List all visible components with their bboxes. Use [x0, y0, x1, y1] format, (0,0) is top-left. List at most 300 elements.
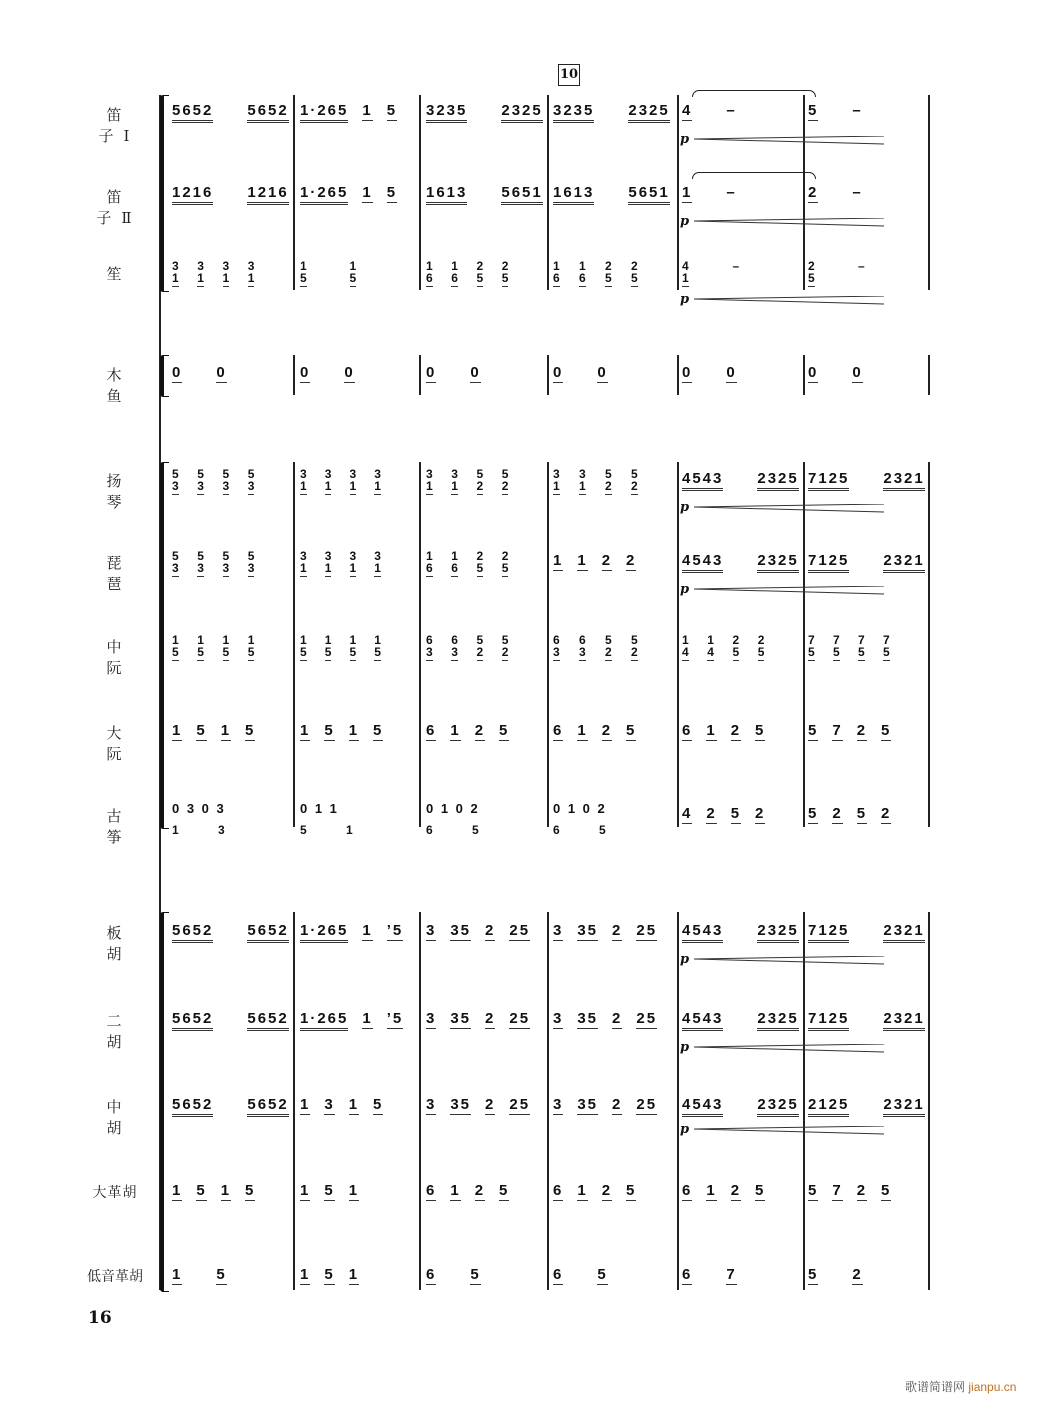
note: 5 [755, 1182, 766, 1199]
dynamic-piano: p [680, 132, 690, 147]
note: 2 [485, 922, 496, 939]
note: 5 [808, 1266, 819, 1283]
note: 4 [682, 805, 693, 822]
note-group [682, 805, 779, 822]
note: 5 [386, 184, 398, 201]
note: – [726, 184, 737, 201]
note-group [300, 1010, 417, 1027]
label-dagehu: 大革胡 [92, 1185, 138, 1201]
note: 25 [636, 1010, 658, 1027]
note: 25 [636, 922, 658, 939]
label-guzheng: 古 筝 [106, 807, 132, 846]
chord: 5 2 [631, 467, 638, 493]
note: 1 [300, 1096, 311, 1113]
note: 4543 [682, 1096, 723, 1117]
dynamic-piano: p [680, 1040, 690, 1055]
note: 25 [509, 922, 531, 939]
note-group [808, 722, 905, 739]
note: 7 [832, 722, 843, 739]
barline [419, 462, 421, 827]
chord: 1 6 [451, 259, 458, 285]
note: 35 [577, 1096, 599, 1113]
note-group [300, 1182, 373, 1199]
note: 1 [220, 1182, 232, 1199]
note: 1 [577, 1182, 588, 1199]
note-group [553, 922, 671, 939]
tie [692, 172, 816, 179]
chord: 3 1 [247, 259, 255, 285]
chord: 2 5 [605, 259, 612, 285]
note: 0 [470, 364, 481, 381]
barline [803, 355, 805, 395]
note: 1 [362, 922, 373, 939]
note-group [426, 364, 515, 381]
note: 2 [808, 184, 819, 201]
chord: 5 3 [172, 467, 179, 493]
note: 5 [216, 1266, 227, 1283]
label-diyingehu: 低音革胡 [87, 1269, 143, 1285]
dynamic-piano: p [680, 952, 690, 967]
note-group [808, 102, 897, 119]
note-group [682, 1182, 779, 1199]
chord: 1 6 [451, 549, 458, 575]
note-group [808, 922, 959, 939]
note: 2 [612, 1010, 623, 1027]
chord: 5 2 [501, 633, 509, 659]
tie [692, 90, 816, 97]
note: 3235 [553, 102, 594, 123]
rehearsal-mark: 10 [558, 64, 580, 86]
chord: – [732, 259, 740, 273]
note: 7 [832, 1182, 843, 1199]
barline [803, 95, 805, 290]
chord: 1 5 [172, 633, 179, 659]
note: 6 [553, 722, 564, 739]
barline [419, 355, 421, 395]
note: 2325 [628, 102, 669, 123]
note: 35 [450, 922, 472, 939]
note: 5 [755, 722, 766, 739]
note-group-lower: 5 1 [300, 823, 355, 837]
chord: 3 1 [374, 467, 381, 493]
note: 5652 [247, 1096, 288, 1117]
note-group [426, 1266, 515, 1283]
note: 3 [553, 1010, 564, 1027]
note-group [172, 1182, 269, 1199]
note: 5 [626, 722, 637, 739]
barline [803, 462, 805, 827]
barline [419, 95, 421, 290]
note: 1·265 [300, 1010, 348, 1031]
note-group [300, 722, 397, 739]
note: 5 [597, 1266, 608, 1283]
note: 0 [597, 364, 608, 381]
note: 0 [344, 364, 355, 381]
note: 0 [852, 364, 863, 381]
note-group [682, 102, 771, 119]
note-group [426, 922, 544, 939]
note: 1 [706, 722, 717, 739]
note-group [300, 184, 411, 201]
note-group [426, 1182, 523, 1199]
note: – [852, 102, 863, 119]
note: 7 [726, 1266, 737, 1283]
label-muyu: 木 鱼 [106, 366, 132, 405]
note: – [726, 102, 737, 119]
note: 2 [612, 922, 623, 939]
note-group [300, 102, 411, 119]
note: 35 [450, 1096, 472, 1113]
note: 3 [553, 922, 564, 939]
note: 35 [577, 1010, 599, 1027]
note-group [300, 1266, 373, 1283]
note: 5652 [247, 102, 288, 123]
barline [419, 912, 421, 1290]
barline [547, 462, 549, 827]
note: 2 [832, 805, 843, 822]
chord: 7 5 [883, 633, 890, 659]
chord: 1 5 [349, 259, 357, 285]
note: 1·265 [300, 922, 348, 943]
note-group [172, 1266, 261, 1283]
note: 4543 [682, 470, 723, 491]
note: 1 [300, 1182, 311, 1199]
note: 1 [362, 1010, 373, 1027]
note: 5 [808, 1182, 819, 1199]
chord: 3 1 [451, 467, 458, 493]
chord: 3 1 [172, 259, 179, 285]
barline [547, 355, 549, 395]
note: 3235 [426, 102, 467, 123]
barline [547, 912, 549, 1290]
watermark-site: jianpu.cn [968, 1380, 1017, 1394]
note: 1 [172, 1182, 183, 1199]
note: 5 [196, 722, 207, 739]
note: 1·265 [300, 184, 348, 205]
label-pipa: 琵 琶 [106, 554, 132, 593]
note: 5 [856, 805, 868, 822]
note: 6 [682, 722, 693, 739]
note: 1 [577, 552, 588, 569]
note: 2321 [883, 922, 924, 943]
note-group-lower: 6 5 [426, 823, 481, 837]
note: 5652 [172, 1010, 213, 1031]
watermark [905, 1378, 1016, 1395]
note: 3 [324, 1096, 335, 1113]
note: – [852, 184, 863, 201]
chord: 5 2 [501, 467, 509, 493]
note-group [553, 1182, 650, 1199]
note: ’5 [386, 1010, 404, 1027]
label-sheng: 笙 [106, 265, 132, 283]
note: 5 [324, 722, 335, 739]
chord: 2 5 [808, 259, 815, 285]
note: 5 [324, 1266, 335, 1283]
note-group [808, 364, 897, 381]
note-group [426, 722, 523, 739]
note: 2 [485, 1010, 496, 1027]
note: 1 [553, 552, 564, 569]
note-group [553, 1266, 642, 1283]
decrescendo-hairpin [694, 1044, 884, 1054]
note: 4543 [682, 1010, 723, 1031]
note: 1216 [247, 184, 288, 205]
chord: 3 1 [197, 259, 204, 285]
note-group [300, 1096, 397, 1113]
note-group [808, 1182, 905, 1199]
note: 2325 [501, 102, 542, 123]
chord: 3 1 [374, 549, 381, 575]
note: 5 [386, 102, 398, 119]
note: 2 [474, 722, 486, 739]
chord: 5 2 [631, 633, 638, 659]
note-group: 0 1 0 2 [426, 801, 480, 816]
note: 5 [499, 1182, 510, 1199]
chord: 1 5 [247, 633, 255, 659]
chord: 5 3 [222, 549, 230, 575]
note-group [682, 364, 771, 381]
chord: 5 3 [247, 549, 255, 575]
note: 6 [682, 1266, 693, 1283]
note: 3 [426, 1096, 437, 1113]
barline [677, 912, 679, 1290]
note: 0 [682, 364, 693, 381]
note: 5652 [247, 922, 288, 943]
note-group [682, 1266, 771, 1283]
note: 2321 [883, 1096, 924, 1117]
note: 1613 [553, 184, 594, 205]
chord: 1 6 [426, 549, 433, 575]
bracket-bowed [160, 912, 169, 1292]
note: 5 [808, 102, 819, 119]
decrescendo-hairpin [694, 136, 884, 146]
page-number: 16 [88, 1308, 112, 1328]
chord: 3 1 [300, 467, 307, 493]
note: 5 [470, 1266, 481, 1283]
chord: 6 3 [553, 633, 560, 659]
note: 1 [220, 722, 232, 739]
note-group [300, 364, 389, 381]
note: 2 [601, 722, 613, 739]
chord: 1 5 [374, 633, 381, 659]
note: 5652 [172, 922, 213, 943]
barline [677, 355, 679, 395]
note: 2325 [757, 1010, 798, 1031]
chord: 5 3 [222, 467, 230, 493]
chord: 1 6 [426, 259, 433, 285]
chord: 1 5 [222, 633, 230, 659]
note: 0 [300, 364, 311, 381]
note-group-lower: 1 3 [172, 823, 227, 837]
note: 2 [730, 722, 742, 739]
chord: 7 5 [808, 633, 815, 659]
note-group [426, 1010, 544, 1027]
note: 5 [245, 722, 256, 739]
note: 2 [852, 1266, 863, 1283]
label-zhongruan: 中 阮 [106, 638, 132, 677]
note: 1·265 [300, 102, 348, 123]
dynamic-piano: p [680, 1122, 690, 1137]
note: 2325 [757, 922, 798, 943]
label-zhonghu: 中 胡 [106, 1098, 132, 1137]
note-group [553, 364, 642, 381]
chord: 3 1 [222, 259, 230, 285]
note-group-lower: 6 5 [553, 823, 608, 837]
note: 6 [426, 722, 437, 739]
note-group [553, 722, 650, 739]
barline [293, 355, 295, 395]
note: 5 [245, 1182, 256, 1199]
note-group [808, 552, 959, 569]
note: 5651 [628, 184, 669, 205]
note: 5652 [247, 1010, 288, 1031]
note-group [808, 1266, 897, 1283]
dynamic-piano: p [680, 500, 690, 515]
chord: – [858, 259, 865, 273]
note: 25 [636, 1096, 658, 1113]
note-group: 0 3 0 3 [172, 801, 226, 816]
label-dizi-2: 笛 子Ⅱ [96, 188, 142, 227]
note-group [426, 1096, 544, 1113]
note: 7125 [808, 552, 849, 573]
note-group: 0 1 0 2 [553, 801, 607, 816]
chord: 6 3 [426, 633, 433, 659]
chord: 2 5 [757, 633, 765, 659]
note: 1216 [172, 184, 213, 205]
note: 1 [450, 722, 461, 739]
note: 2 [706, 805, 717, 822]
decrescendo-hairpin [694, 1126, 884, 1136]
note-group [300, 922, 417, 939]
chord: 5 3 [247, 467, 255, 493]
decrescendo-hairpin [694, 296, 884, 306]
chord: 1 5 [324, 633, 332, 659]
note: 1 [362, 184, 373, 201]
chord: 2 5 [501, 259, 509, 285]
chord: 1 5 [300, 259, 307, 285]
note: 7125 [808, 1010, 849, 1031]
note-group [172, 364, 261, 381]
chord: 3 1 [349, 549, 357, 575]
barline [928, 355, 930, 395]
note-group [682, 184, 771, 201]
note: 0 [553, 364, 564, 381]
note-group [808, 470, 959, 487]
note: 5652 [172, 1096, 213, 1117]
note: 2 [730, 1182, 742, 1199]
label-banhu: 板 胡 [106, 924, 132, 963]
note: 0 [216, 364, 227, 381]
note: 2325 [757, 470, 798, 491]
note-group [172, 722, 269, 739]
chord: 5 2 [476, 467, 484, 493]
note: 2 [626, 552, 637, 569]
note-group [808, 1096, 959, 1113]
label-daruan: 大 阮 [106, 724, 132, 763]
note: 0 [426, 364, 437, 381]
note: 1 [348, 722, 360, 739]
note: 6 [426, 1182, 437, 1199]
chord: 6 3 [451, 633, 458, 659]
dynamic-piano: p [680, 582, 690, 597]
decrescendo-hairpin [694, 586, 884, 596]
chord: 5 2 [605, 467, 612, 493]
note: 2 [601, 1182, 613, 1199]
note-group [553, 1096, 671, 1113]
note: 5 [626, 1182, 637, 1199]
bracket-percussion [160, 355, 169, 397]
note: 1 [362, 102, 373, 119]
decrescendo-hairpin [694, 218, 884, 228]
note-group [553, 552, 650, 569]
bracket-winds [160, 95, 169, 292]
note: 3 [553, 1096, 564, 1113]
note: 2125 [808, 1096, 849, 1117]
note: 2 [485, 1096, 496, 1113]
note: 3 [426, 1010, 437, 1027]
note: 6 [682, 1182, 693, 1199]
note: 3 [426, 922, 437, 939]
note: 1 [577, 722, 588, 739]
note: 4543 [682, 552, 723, 573]
decrescendo-hairpin [694, 504, 884, 514]
note: 1 [348, 1182, 360, 1199]
note: 2325 [757, 1096, 798, 1117]
label-erhu: 二 胡 [106, 1012, 132, 1051]
note: 1 [172, 722, 183, 739]
decrescendo-hairpin [694, 956, 884, 966]
note: 2 [856, 1182, 868, 1199]
note: 5 [730, 805, 742, 822]
note: 6 [553, 1182, 564, 1199]
chord: 3 1 [426, 467, 433, 493]
note: 1 [450, 1182, 461, 1199]
chord: 3 1 [349, 467, 357, 493]
note: 4 [682, 102, 693, 119]
chord: 3 1 [324, 467, 332, 493]
note: 2 [755, 805, 766, 822]
note: 2 [474, 1182, 486, 1199]
note: 2321 [883, 552, 924, 573]
note: 1 [172, 1266, 183, 1283]
note: 0 [172, 364, 183, 381]
note: 2321 [883, 470, 924, 491]
note: 0 [726, 364, 737, 381]
note-group [808, 1010, 959, 1027]
note: 35 [450, 1010, 472, 1027]
chord: 3 1 [553, 467, 560, 493]
note: 5 [881, 722, 892, 739]
chord: 5 3 [197, 549, 204, 575]
note: 2 [856, 722, 868, 739]
note: 1 [348, 1096, 360, 1113]
note: 7125 [808, 470, 849, 491]
note: 5 [373, 722, 384, 739]
chord: 7 5 [833, 633, 840, 659]
chord: 4 1 [682, 259, 689, 285]
dynamic-piano: p [680, 214, 690, 229]
note: 1 [682, 184, 693, 201]
note: 1613 [426, 184, 467, 205]
note: 5 [881, 1182, 892, 1199]
note: 1 [348, 1266, 360, 1283]
label-dizi-1: 笛 子Ⅰ [98, 106, 140, 145]
barline [677, 462, 679, 827]
chord: 1 5 [197, 633, 204, 659]
watermark-text: 歌谱简谱网 [905, 1380, 966, 1394]
note: 5 [808, 722, 819, 739]
chord: 5 2 [476, 633, 484, 659]
